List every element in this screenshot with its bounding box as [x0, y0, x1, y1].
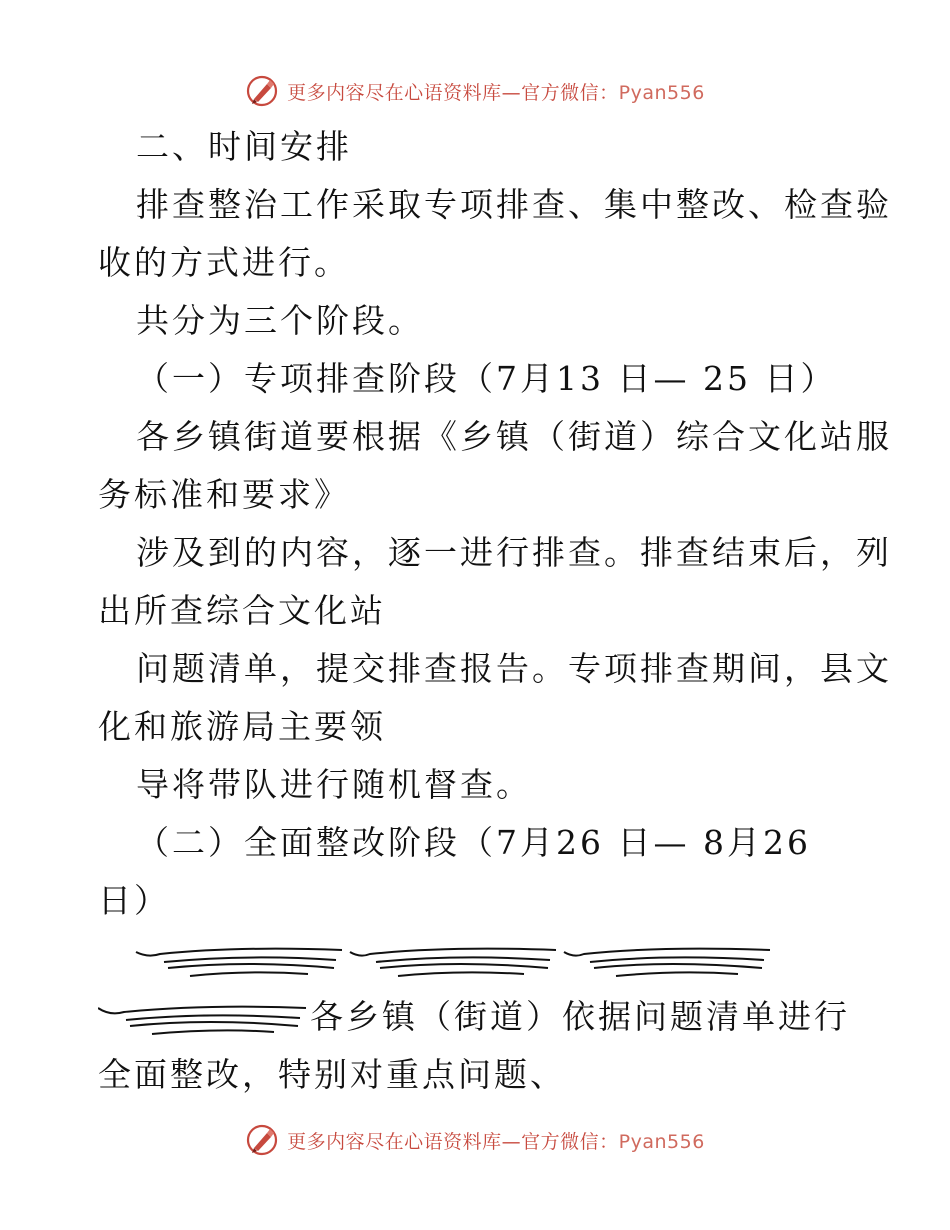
- paragraph-line: 导将带队进行随机督查。: [136, 765, 532, 804]
- stage-heading: （一）专项排查阶段（7月13 日— 25 日）: [136, 359, 837, 398]
- watermark-text: 更多内容尽在心语资料库—官方微信：Pyan556: [287, 1130, 705, 1153]
- paragraph-line: 排查整治工作采取专项排查、集中整改、检查验: [136, 185, 892, 224]
- watermark-header: [0, 73, 950, 109]
- section-heading: 二、时间安排: [136, 127, 352, 166]
- watermark-text: 更多内容尽在心语资料库—官方微信：Pyan556: [287, 81, 705, 104]
- paragraph-line: 收的方式进行。: [98, 243, 350, 282]
- scribble-icon: [98, 930, 798, 988]
- pen-logo-icon: [245, 1123, 279, 1157]
- paragraph-line: [98, 988, 858, 1046]
- document-body: [98, 118, 892, 1104]
- scribble-decoration: [98, 930, 858, 988]
- paragraph-line: 问题清单，提交排查报告。专项排查期间，县文: [136, 649, 892, 688]
- paragraph-line: 日）: [98, 881, 170, 920]
- watermark-footer: [0, 1122, 950, 1158]
- paragraph-line: 化和旅游局主要领: [98, 707, 386, 746]
- pen-logo-icon: [245, 74, 279, 108]
- paragraph-line: 涉及到的内容，逐一进行排查。排查结束后，列: [136, 533, 892, 572]
- paragraph-text: 各乡镇（街道）依据问题清单进行: [310, 997, 850, 1036]
- scribble-icon: [98, 988, 310, 1046]
- paragraph-line: 全面整改，特别对重点问题、: [98, 1055, 566, 1094]
- paragraph-line: 务标准和要求》: [98, 475, 350, 514]
- paragraph-line: 各乡镇街道要根据《乡镇（街道）综合文化站服: [136, 417, 892, 456]
- paragraph-line: 共分为三个阶段。: [136, 301, 424, 340]
- stage-heading: （二）全面整改阶段（7月26 日— 8月26: [136, 823, 811, 862]
- paragraph-line: 出所查综合文化站: [98, 591, 386, 630]
